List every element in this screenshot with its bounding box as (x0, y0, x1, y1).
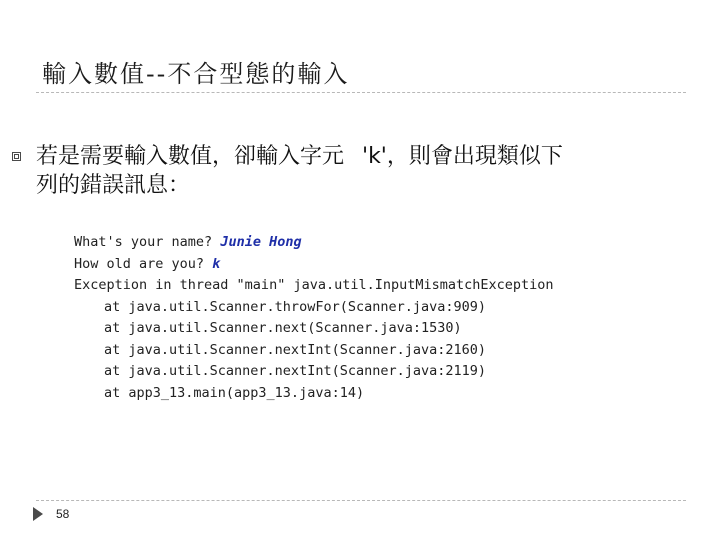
prompt-name: What's your name? (74, 234, 221, 250)
outlined-square-bullet-icon (12, 152, 21, 161)
bullet-line-2: 列的錯誤訊息： (36, 173, 191, 198)
bullet-text-part1: 若是需要輸入數值，卻輸入字元 (36, 144, 345, 169)
triangle-arrow-icon (32, 506, 44, 522)
stack-trace-line: at java.util.Scanner.throwFor(Scanner.java:909) (104, 298, 487, 315)
console-line-age (74, 254, 554, 276)
user-input-name: Junie Hong (220, 234, 302, 250)
bullet-line-1 (36, 142, 676, 171)
stack-trace-line: at java.util.Scanner.nextInt(Scanner.java:2119) (104, 363, 487, 379)
footer-divider (36, 500, 686, 501)
page-number: 58 (56, 507, 70, 521)
title-divider (36, 92, 686, 93)
slide-title: 輸入數值--不合型態的輸入 (42, 60, 350, 88)
stack-trace-line: at app3_13.main(app3_13.java:14) (104, 384, 365, 401)
exception-line: Exception in thread "main" java.util.InputMismatchException (74, 277, 554, 293)
bullet-text (36, 142, 676, 200)
bullet-text-quoted: 'k'，則會出現類似下 (362, 144, 563, 169)
stack-trace-line: at java.util.Scanner.nextInt(Scanner.java:2160) (104, 341, 487, 358)
user-input-age: k (212, 255, 221, 272)
prompt-age: How old are you? (74, 255, 213, 272)
stack-trace-line: at java.util.Scanner.next(Scanner.java:1530) (104, 320, 462, 336)
console-output (74, 232, 554, 404)
console-line-name (74, 232, 554, 254)
